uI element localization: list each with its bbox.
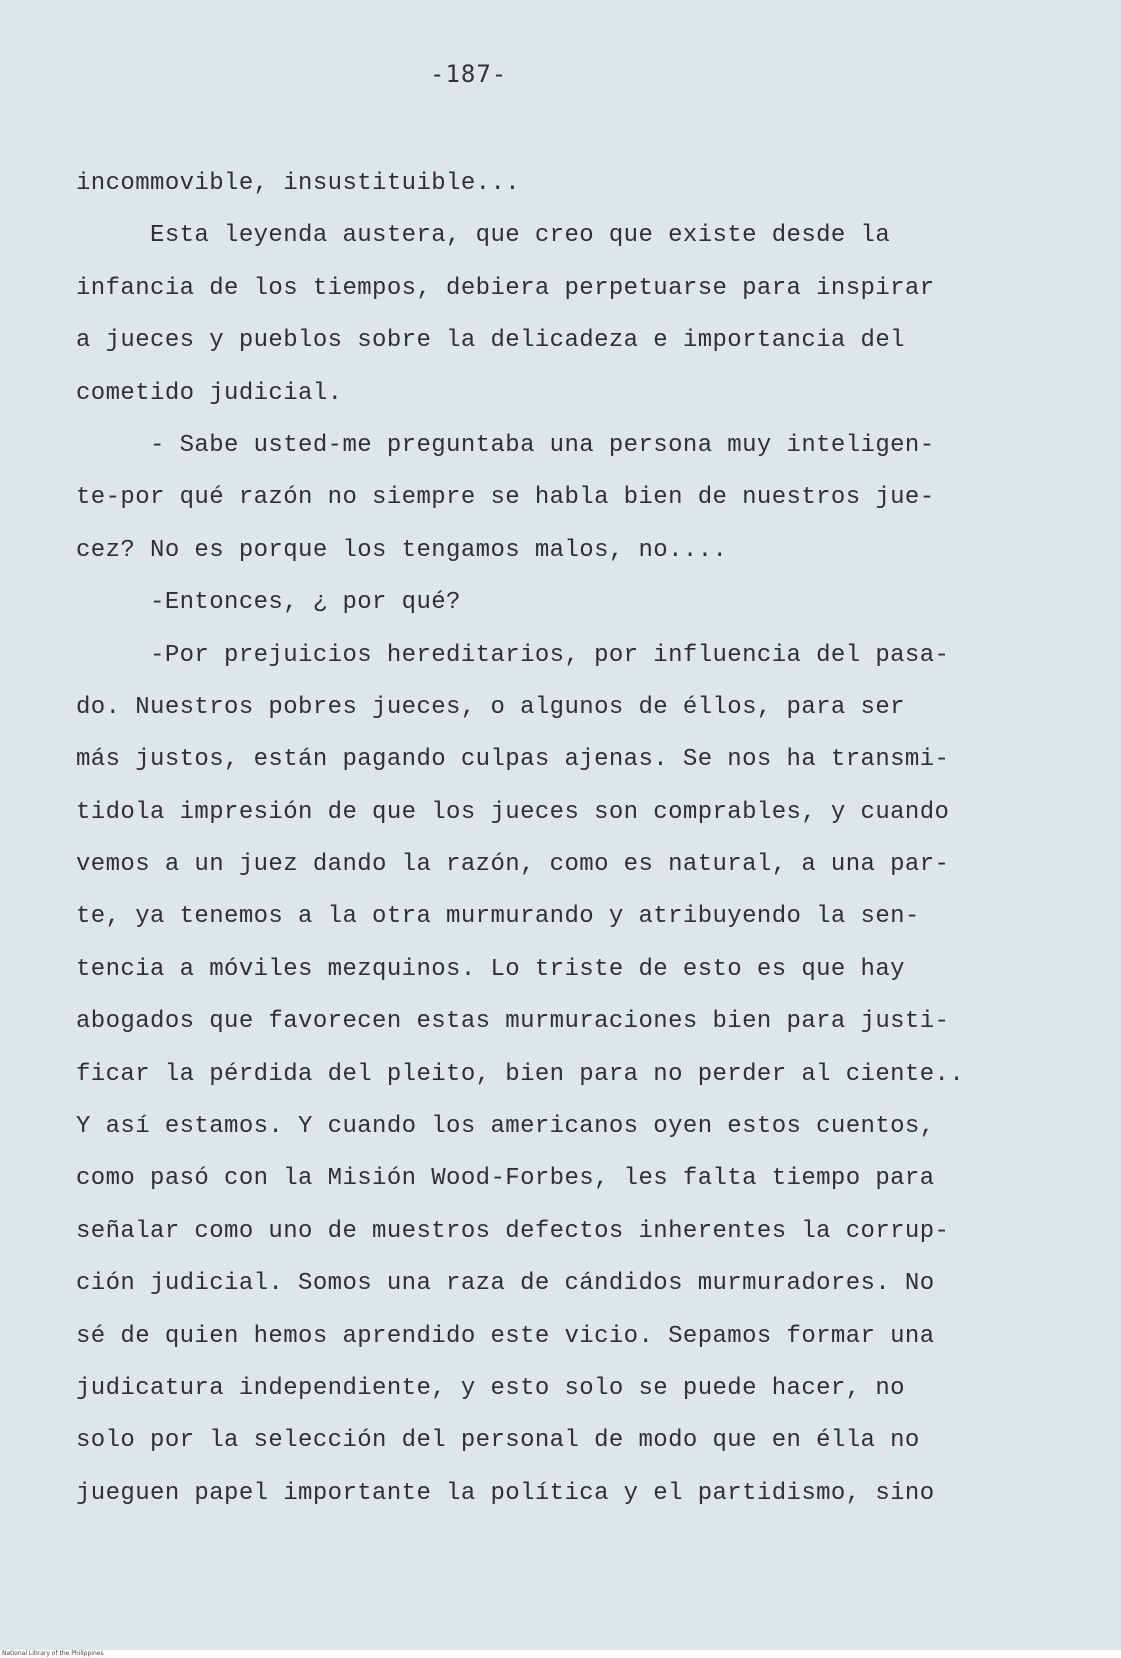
text-line: tidola impresión de que los jueces son comprables, y cuando xyxy=(76,798,950,826)
text-line: señalar como uno de muestros defectos inherentes la corrup- xyxy=(76,1217,950,1245)
text-line: - Sabe usted-me preguntaba una persona muy inteligen- xyxy=(76,431,935,459)
text-line: como pasó con la Misión Wood-Forbes, les falta tiempo para xyxy=(76,1165,935,1193)
text-line: ción judicial. Somos una raza de cándidos murmuradores. No xyxy=(76,1270,935,1298)
text-line: cometido judicial. xyxy=(76,379,343,407)
body-text xyxy=(76,158,1086,1520)
text-line: Esta leyenda austera, que creo que existe desde la xyxy=(76,222,891,250)
text-line: sé de quien hemos aprendido este vicio. Sepamos formar una xyxy=(76,1322,935,1350)
text-line: infancia de los tiempos, debiera perpetuarse para inspirar xyxy=(76,274,935,302)
text-line: ficar la pérdida del pleito, bien para no perder al ciente.. xyxy=(76,1060,965,1088)
text-line: do. Nuestros pobres jueces, o algunos de éllos, para ser xyxy=(76,693,905,721)
text-line: te-por qué razón no siempre se habla bien de nuestros jue- xyxy=(76,484,935,512)
text-line: solo por la selección del personal de modo que en élla no xyxy=(76,1427,920,1455)
page-number: -187- xyxy=(430,60,508,88)
text-line: judicatura independiente, y esto solo se puede hacer, no xyxy=(76,1374,905,1402)
library-credit: National Library of the Philippines xyxy=(2,1650,104,1657)
text-line: vemos a un juez dando la razón, como es natural, a una par- xyxy=(76,851,950,879)
text-line: -Por prejuicios hereditarios, por influencia del pasa- xyxy=(76,641,950,669)
text-line: más justos, están pagando culpas ajenas. Se nos ha transmi- xyxy=(76,746,950,774)
text-line: abogados que favorecen estas murmuraciones bien para justi- xyxy=(76,1008,950,1036)
text-line: -Entonces, ¿ por qué? xyxy=(76,589,461,617)
text-line: a jueces y pueblos sobre la delicadeza e importancia del xyxy=(76,327,905,355)
text-line: cez? No es porque los tengamos malos, no.... xyxy=(76,536,728,564)
text-line: Y así estamos. Y cuando los americanos oyen estos cuentos, xyxy=(76,1113,935,1141)
text-line: incommovible, insustituible... xyxy=(76,170,521,197)
text-line: jueguen papel importante la política y el partidismo, sino xyxy=(76,1479,935,1507)
text-line: tencia a móviles mezquinos. Lo triste de esto es que hay xyxy=(76,955,905,983)
text-line: te, ya tenemos a la otra murmurando y atribuyendo la sen- xyxy=(76,903,920,931)
